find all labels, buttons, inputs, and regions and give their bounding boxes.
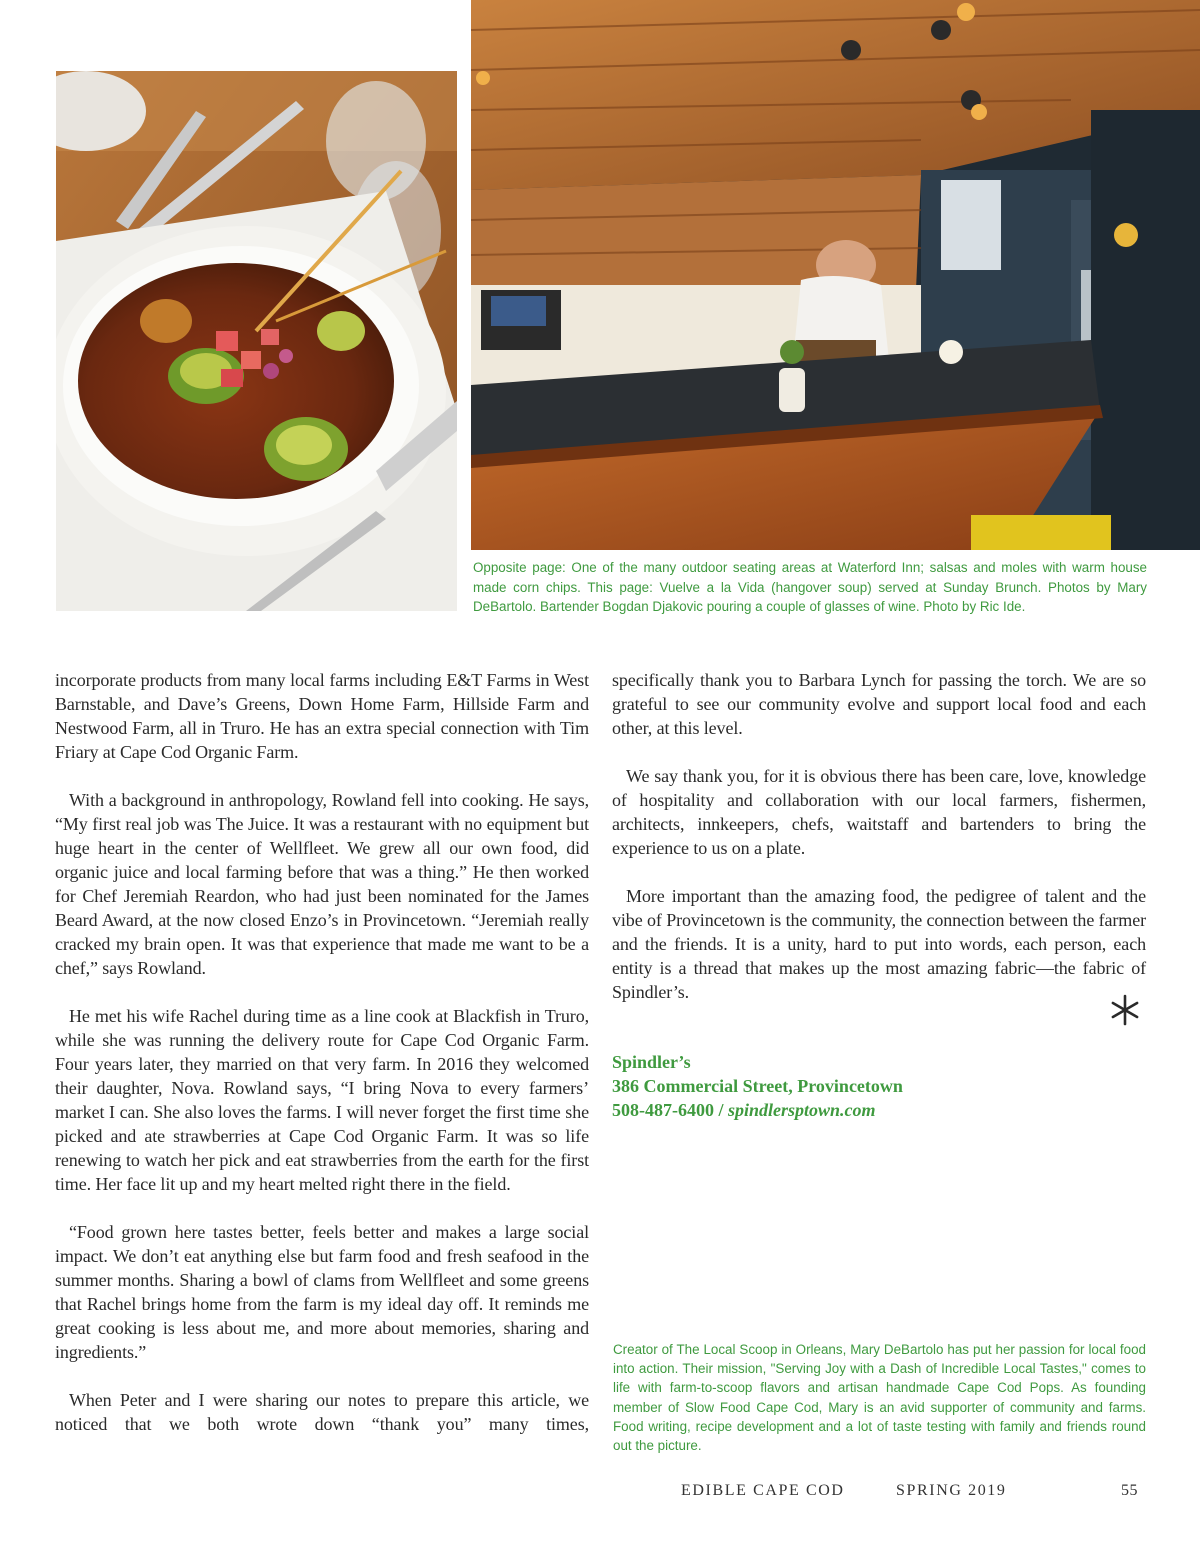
- article-paragraph: “Food grown here tastes better, feels better and makes a large social impact. We don’t eat anything else but farm food and fresh seafood in the summer months. Sharing a bowl of clams from Wellfleet and some greens that Rachel brings home from the farm is my ideal day off. It reminds me great cooking is less about me, and more about memories, sharing and ingredients.”: [55, 1222, 589, 1362]
- venue-phone: 508-487-6400: [612, 1100, 714, 1120]
- article-column-left: [55, 668, 589, 1436]
- venue-info: [612, 1050, 903, 1122]
- article-paragraph: When Peter and I were sharing our notes to prepare this article, we noticed that we both wrote down “thank you” many times,: [55, 1390, 589, 1434]
- article-paragraph: With a background in anthropology, Rowland fell into cooking. He says, “My first real job was The Juice. It was a restaurant with no equipment but huge heart in the center of Wellfleet. We grew all our own food, did organic juice and local farming before that was a thing.” He then worked for Chef Jeremiah Reardon, who had just been nominated for the James Beard Award, at the now closed Enzo’s in Provincetown. “Jeremiah really cracked my brain open. It was that experience that made me want to be a chef,” says Rowland.: [55, 790, 589, 978]
- article-paragraph: incorporate products from many local farms including E&T Farms in West Barnstable, and Dave’s Greens, Down Home Farm, Hillside Farm and Nestwood Farm, all in Truro. He has an extra special connection with Tim Friary at Cape Cod Organic Farm.: [55, 670, 589, 762]
- article-paragraph: More important than the amazing food, the pedigree of talent and the vibe of Provincetown is the community, the connection between the farmer and the friends. It is a unity, hard to put into words, each person, each entity is a thread that makes up the most amazing fabric—the fabric of Spindler’s.: [612, 886, 1146, 1002]
- bar-photo: [471, 0, 1200, 550]
- author-bio: Creator of The Local Scoop in Orleans, Mary DeBartolo has put her passion for local food into action. Their mission, "Serving Joy with a Dash of Incredible Local Tastes," comes to life with farm-to-scoop flavors and artisan handmade Cape Cod Pops. As founding member of Slow Food Cape Cod, Mary is an avid supporter of community and farms. Food writing, recipe development and a lot of taste testing with family and friends round out the picture.: [613, 1342, 1146, 1454]
- venue-address: 386 Commercial Street, Provincetown: [612, 1076, 903, 1096]
- article-paragraph: He met his wife Rachel during time as a line cook at Blackfish in Truro, while she was running the delivery route for Cape Cod Organic Farm. Four years later, they married on that very farm. In 2016 they welcomed their daughter, Nova. Rowland says, “I bring Nova to every farmers’ market I can. She also loves the farms. I will never forget the first time she picked and ate strawberries at Cape Cod Organic Farm. It was so life renewing to watch her pick and eat strawberries from the earth for the first time. Her face lit up and my heart melted right there in the field.: [55, 1006, 589, 1194]
- soup-photo: [56, 71, 457, 611]
- page-number: 55: [1121, 1482, 1138, 1499]
- asterisk-end-icon: [1108, 993, 1142, 1027]
- footer-issue: SPRING 2019: [896, 1482, 1007, 1499]
- article-paragraph: specifically thank you to Barbara Lynch for passing the torch. We are so grateful to see our community evolve and support local food and each other, at this level.: [612, 670, 1146, 738]
- venue-contact: [612, 1098, 903, 1122]
- venue-name: Spindler’s: [612, 1052, 691, 1072]
- photo-caption: Opposite page: One of the many outdoor seating areas at Waterford Inn; salsas and moles with warm house made corn chips. This page: Vuelve a la Vida (hangover soup) served at Sunday Brunch. Photos by Mary DeBartolo. Bartender Bogdan Djakovic pouring a couple of glasses of wine. Photo by Ric Ide.: [473, 560, 1147, 614]
- venue-separator: /: [718, 1100, 724, 1120]
- footer-publication: EDIBLE CAPE COD: [681, 1482, 845, 1499]
- article-column-right: [612, 668, 1146, 1028]
- venue-website[interactable]: spindlersptown.com: [728, 1100, 876, 1120]
- article-paragraph: We say thank you, for it is obvious there has been care, love, knowledge of hospitality and collaboration with our local farmers, fishermen, architects, innkeepers, chefs, waitstaff and bartenders to bring the experience to us on a plate.: [612, 766, 1146, 858]
